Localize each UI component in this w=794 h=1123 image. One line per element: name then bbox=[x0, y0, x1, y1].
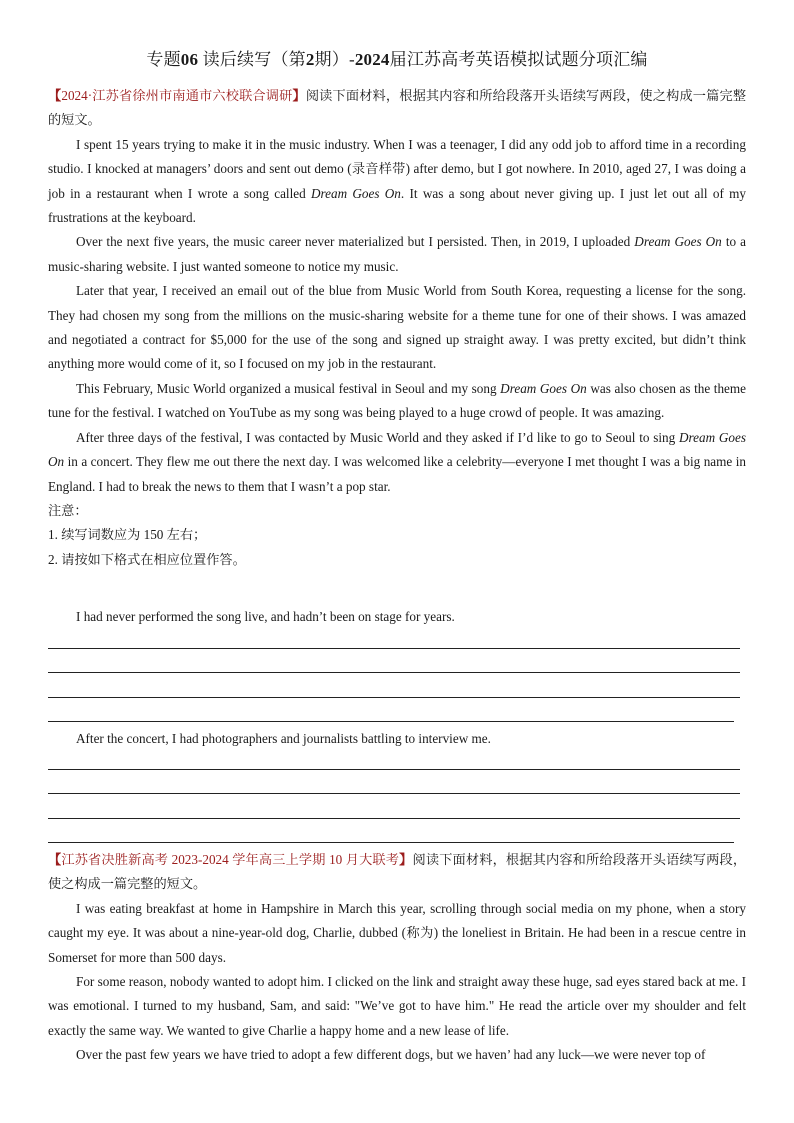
q1-paragraph-1: I spent 15 years trying to make it in the music industry. When I was a teenager, I did any odd job to afford time in a recording studio. I knocked at managers’ doors and sent out demo (录音样带) after demo, but I got nowhere. In 2010, aged 27, I was doing a job in a restaurant when I wrote a song called Dream Goes On. It was a song about never giving up. I just let out all of my frustrations at the keyboard. bbox=[48, 136, 746, 226]
q1-paragraph-5: After three days of the festival, I was contacted by Music World and they asked if I’d like to go to Seoul to sing Dream Goes On in a concert. They flew me out there the next day. I was welcomed like a celebrity—everyone I met thought I was a big name in England. I had to break the news to them that I wasn’t a pop star. bbox=[48, 429, 747, 494]
title-period: 2 bbox=[305, 50, 315, 69]
q1-note-1: 1. 续写词数应为 150 左右； bbox=[48, 527, 207, 543]
q1-starter-1: I had never performed the song live, and hadn’t been on stage for years. bbox=[76, 609, 455, 624]
q1-starter-2: After the concert, I had photographers and journalists battling to interview me. bbox=[76, 731, 491, 746]
title-suffix: 届江苏高考英语模拟试题分项汇编 bbox=[389, 50, 648, 69]
title-sep: 期）- bbox=[314, 50, 355, 69]
q2-paragraph-2: For some reason, nobody wanted to adopt him. I clicked on the link and straight away these huge, sad eyes stared back at me. I was emotional. I turned to my husband, Sam, and said: "We’ve got to have him." He read the article over my shoulder and felt exactly the same way. We wanted to give Charlie a happy home and a new lease of life. bbox=[48, 974, 746, 1038]
title-topic: 读后续写（第 bbox=[202, 50, 306, 69]
answer-line[interactable] bbox=[48, 697, 740, 698]
q1-note-label: 注意： bbox=[48, 502, 88, 518]
q2-heading: 【江苏省决胜新高考 2023-2024 学年高三上学期 10 月大联考】阅读下面材料，根据其内容和所给段落开头语续写两段，使之构成一篇完整的短文。 bbox=[48, 852, 747, 892]
title-year: 2024 bbox=[354, 50, 390, 69]
q2-paragraph-1: I was eating breakfast at home in Hampshire in March this year, scrolling through social media on my phone, when a story caught my eye. It was about a nine-year-old dog, Charlie, dubbed (称为) the loneliest in Britain. He had been in a rescue centre in Somerset for more than 500 days. bbox=[48, 900, 746, 965]
q1-instruction: 阅读下面材料，根据其内容和所给段落开头语续写两段，使之构成一篇完整的短文。 bbox=[48, 88, 747, 128]
question-2 bbox=[48, 848, 746, 1068]
q1-source: 2024·江苏省徐州市南通市六校联合调研 bbox=[61, 88, 293, 103]
answer-line[interactable] bbox=[48, 648, 740, 649]
q1-paragraph-3: Later that year, I received an email out of the blue from Music World from South Korea, requesting a license for the song. They had chosen my song from the millions on the music-sharing website for a theme tune for one of their shows. I was amazed and negotiated a contract for $5,000 for the use of the song and signed up straight away. I was pretty excited, but didn’t think anything more would come of it, so I focused on my job in the restaurant. bbox=[48, 283, 746, 372]
answer-line[interactable] bbox=[48, 818, 740, 819]
q1-paragraph-2: Over the next five years, the music career never materialized but I persisted. Then, in 2019, I uploaded Dream Goes On to a music-sharing website. I just wanted someone to notice my music. bbox=[48, 234, 746, 274]
question-1 bbox=[48, 84, 746, 572]
q2-paragraph-3: Over the past few years we have tried to adopt a few different dogs, but we haven’ had any luck—we were never top of bbox=[76, 1047, 706, 1063]
answer-line[interactable] bbox=[48, 769, 740, 770]
q2-source: 江苏省决胜新高考 2023-2024 学年高三上学期 10 月大联考 bbox=[61, 852, 400, 867]
q1-note-2: 2. 请按如下格式在相应位置作答。 bbox=[48, 551, 246, 567]
answer-line[interactable] bbox=[48, 793, 740, 794]
title-number: 06 bbox=[180, 50, 199, 69]
answer-line[interactable] bbox=[48, 672, 740, 673]
q1-paragraph-4: This February, Music World organized a musical festival in Seoul and my song Dream Goes On was also chosen as the theme tune for the festival. I watched on YouTube as my song was being played to a huge crowd of people. It was amazing. bbox=[48, 380, 747, 421]
answer-line[interactable] bbox=[48, 842, 734, 843]
title-prefix: 专题 bbox=[146, 50, 181, 69]
q1-heading: 【2024·江苏省徐州市南通市六校联合调研】阅读下面材料，根据其内容和所给段落开头语续写两段，使之构成一篇完整的短文。 bbox=[48, 88, 747, 128]
q2-instruction: 阅读下面材料，根据其内容和所给段落开头语续写两段，使之构成一篇完整的短文。 bbox=[48, 852, 747, 892]
page-title bbox=[48, 48, 746, 72]
answer-line[interactable] bbox=[48, 721, 734, 722]
